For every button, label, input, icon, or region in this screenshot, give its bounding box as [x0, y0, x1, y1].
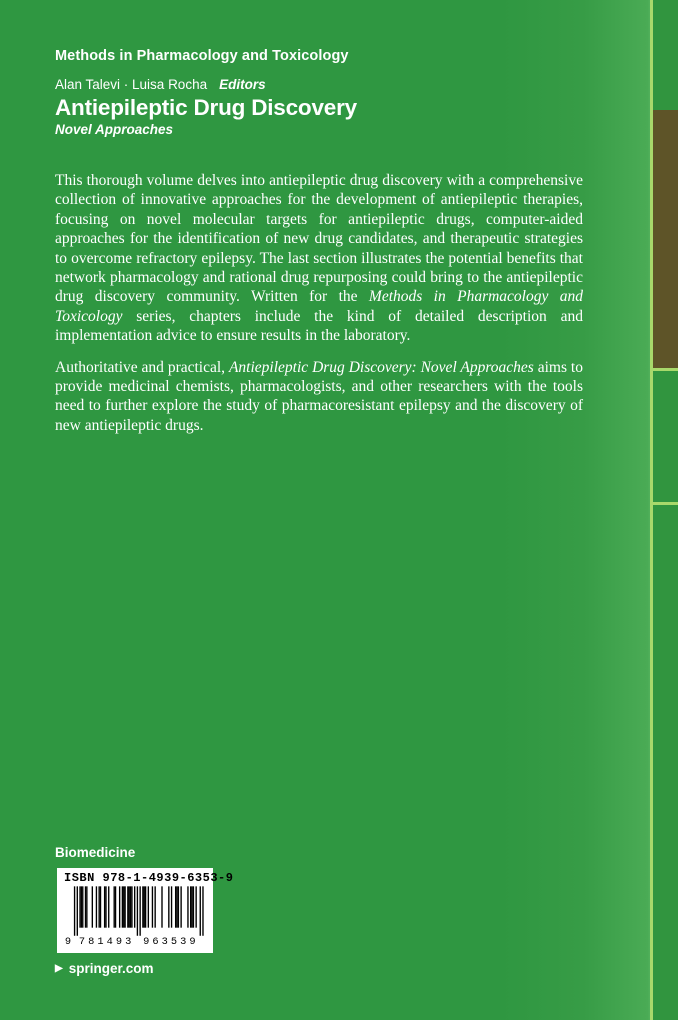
svg-text:9: 9 [64, 935, 72, 946]
series-title: Methods in Pharmacology and Toxicology [55, 48, 349, 64]
blurb-paragraph-2: Authoritative and practical, Antiepileptic Drug Discovery: Novel Approaches aims to provide medicinal chemists, pharmacologists, and other researchers with the tools need to further explore the study of pharmacoresistant epilepsy and the discovery of new antiepileptic drugs. [55, 358, 583, 434]
springer-site-label: springer.com [68, 961, 154, 976]
authors-line [55, 77, 266, 92]
category-label: Biomedicine [55, 845, 136, 860]
blurb-paragraph-1: This thorough volume delves into antiepileptic drug discovery with a comprehensive collection of innovative approaches for the development of antiepileptic therapies, focusing on novel molecular targets for antiepileptic drugs, computer-aided approaches for the identification of new drug candidates, and therapeutic strategies to overcome refractory epilepsy. The last section illustrates the potential benefits that network pharmacology and rational drug repurposing could bring to the antiepileptic drug discovery community. Written for the Methods in Pharmacology and Toxicology series, chapters include the kind of detailed description and implementation advice to ensure results in the laboratory. [55, 172, 584, 345]
spine-divider-2 [653, 502, 678, 505]
spine-brown-block [653, 110, 678, 368]
barcode-box [57, 868, 234, 953]
isbn-label: ISBN 978-1-4939-6353-9 [64, 871, 234, 885]
arrow-icon: ▶ [55, 962, 63, 974]
spine-divider-1 [653, 368, 678, 371]
svg-text:781493: 781493 [78, 935, 135, 946]
book-title: Antiepileptic Drug Discovery [55, 95, 357, 120]
author-names: Alan Talevi · Luisa Rocha [55, 77, 208, 92]
barcode-svg [64, 886, 206, 946]
blurb [55, 171, 583, 447]
svg-text:963539: 963539 [143, 935, 199, 946]
spine-strip [653, 0, 678, 1020]
book-subtitle: Novel Approaches [55, 122, 174, 137]
editors-label: Editors [219, 77, 266, 92]
springer-footer [55, 961, 153, 976]
